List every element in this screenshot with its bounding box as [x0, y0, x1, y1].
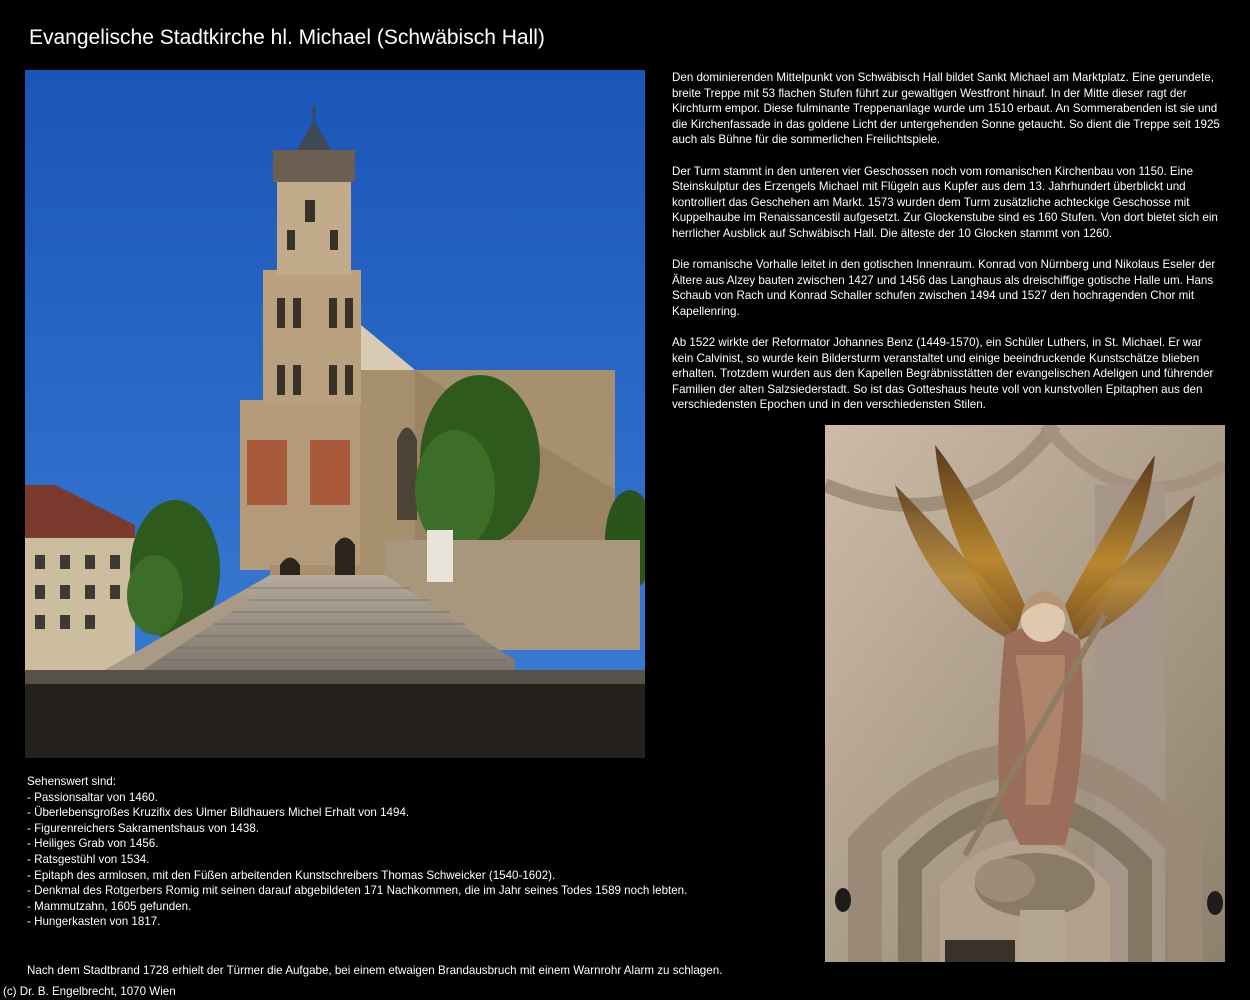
description-paragraph: Ab 1522 wirkte der Reformator Johannes Benz (1449-1570), ein Schüler Luthers, in St. Michael. Er war kein Calvinist, so wurde kein Bildersturm veranstaltet und einige beeindruckende Kunstschätze blieben erhalten. Trotzdem wurden aus den Kapellen Begräbnisstätten der evangelischen Adeligen und führender Familien der alten Salzsiederstadt. So ist das Gotteshaus heute voll von kunstvollen Epitaphen aus den verschiedensten Epochen und in den verschiedensten Stilen.	[672, 336, 1214, 412]
archangel-illustration	[825, 425, 1225, 962]
list-item: - Epitaph des armlosen, mit den Füßen arbeitenden Kunstschreibers Thomas Schweicker (1540-1602).	[27, 868, 556, 882]
sights-list	[27, 774, 807, 930]
list-item: - Mammutzahn, 1605 gefunden.	[27, 899, 192, 913]
church-description	[672, 70, 1222, 429]
sights-heading: Sehenswert sind:	[27, 775, 116, 788]
list-item: - Figurenreichers Sakramentshaus von 1438.	[27, 821, 259, 835]
banner	[427, 530, 453, 582]
church-photo	[25, 70, 645, 758]
archangel-statue-photo	[825, 425, 1225, 962]
list-item: - Hungerkasten von 1817.	[27, 915, 161, 929]
portal-door	[945, 940, 1015, 962]
list-item: - Überlebensgroßes Kruzifix des Ulmer Bildhauers Michel Erhalt von 1494.	[27, 806, 410, 820]
pedestal	[1020, 910, 1065, 962]
description-paragraph: Der Turm stammt in den unteren vier Geschossen noch vom romanischen Kirchenbau von 1150. Eine Steinskulptur des Erzengels Michael mit Flügeln aus Kupfer aus dem 13. Jahrhundert überblickt und kontrolliert das Geschehen am Markt. 1573 wurden dem Turm zusätzliche achteckige Geschosse mit Kuppelhaube im Renaissancestil aufgesetzt. Zur Glockenstube sind es 160 Stufen. Von dort bietet sich ein herrlicher Ausblick auf Schwäbisch Hall. Die älteste der 10 Glocken stammt von 1260.	[672, 164, 1218, 240]
list-item: - Ratsgestühl von 1534.	[27, 852, 150, 866]
gothic-window	[397, 428, 417, 521]
church-illustration	[25, 70, 645, 758]
tower-octagon	[277, 180, 351, 275]
list-item: - Denkmal des Rotgerbers Romig mit seinen darauf abgebildeten 171 Nachkommen, die im Jahr seines Todes 1589 noch lebten.	[27, 884, 688, 898]
description-paragraph: Den dominierenden Mittelpunkt von Schwäbisch Hall bildet Sankt Michael am Marktplatz. Eine gerundete, breite Treppe mit 53 flachen Stufen führt zur gewaltigen Westfront hinauf. In der Mitte dieser ragt der Kirchturm empor. Diese fulminante Treppenanlage wurde um 1510 erbaut. An Sommerabenden ist sie und die Kirchenfassade in das goldene Licht der untergehenden Sonne getaucht. So dient die Treppe seit 1925 auch als Bühne für die sommerlichen Freilichtspiele.	[672, 71, 1220, 147]
copyright: (c) Dr. B. Engelbrecht, 1070 Wien	[3, 985, 176, 998]
description-paragraph: Die romanische Vorhalle leitet in den gotischen Innenraum. Konrad von Nürnberg und Nikolaus Eseler der Ältere aus Alzey bauten zwischen 1427 und 1456 das Langhaus als dreischiffige gotische Halle um. Hans Schaub von Rach und Konrad Schaller schufen zwischen 1494 und 1527 den hochragenden Chor mit Kapellenring.	[672, 258, 1216, 318]
list-item: - Passionsaltar von 1460.	[27, 790, 158, 804]
tower-gallery	[273, 150, 355, 182]
bird-left	[835, 888, 851, 912]
page-title: Evangelische Stadtkirche hl. Michael (Schwäbisch Hall)	[29, 26, 545, 49]
footnote: Nach dem Stadtbrand 1728 erhielt der Türmer die Aufgabe, bei einem etwaigen Brandausbruch mit einem Warnrohr Alarm zu schlagen.	[27, 964, 723, 977]
list-item: - Heiliges Grab von 1456.	[27, 837, 159, 851]
bird-right	[1207, 891, 1223, 915]
